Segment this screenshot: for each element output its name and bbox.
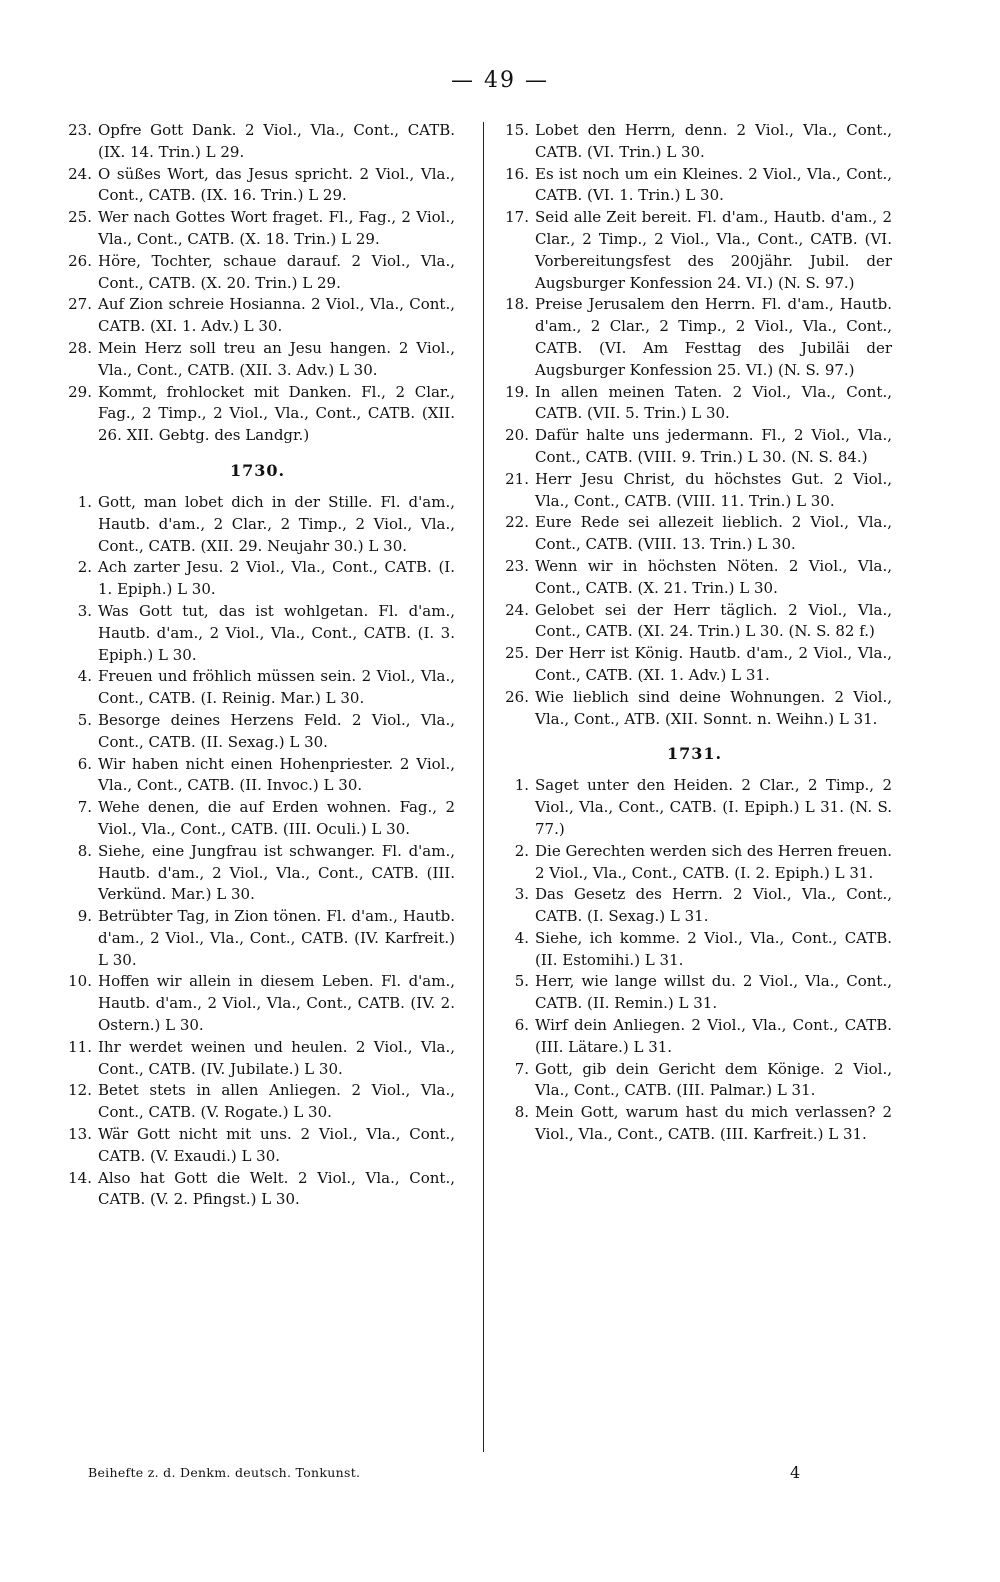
entry-number: 12.: [68, 1081, 92, 1100]
entry-number: 27.: [68, 295, 92, 314]
entry-number: 25.: [505, 644, 529, 663]
entry-number: 24.: [505, 600, 529, 619]
column-divider: [483, 122, 484, 1452]
entry-number: 3.: [77, 601, 92, 620]
entry-number: 14.: [68, 1168, 92, 1187]
entry-number: 17.: [505, 208, 529, 227]
entry-text: Betrübter Tag, in Zion tönen. Fl. d'am., Hautb. d'am., 2 Viol., Vla., Cont., CATB. (IV. Karfreit.) L 30.: [98, 907, 455, 969]
entry-number: 28.: [68, 338, 92, 357]
year-heading: 1730.: [229, 460, 286, 480]
catalog-entry: [60, 164, 455, 208]
entry-text: Höre, Tochter, schaue darauf. 2 Viol., Vla., Cont., CATB. (X. 20. Trin.) L 29.: [98, 251, 455, 292]
entry-number: 3.: [514, 885, 529, 904]
catalog-entry: [60, 710, 455, 754]
entry-list: [497, 120, 892, 730]
catalog-entry: [60, 294, 455, 338]
catalog-entry: [497, 841, 892, 885]
entry-text: Lobet den Herrn, denn. 2 Viol., Vla., Cont., CATB. (VI. Trin.) L 30.: [535, 121, 892, 161]
entry-text: Gott, gib dein Gericht dem Könige. 2 Viol., Vla., Cont., CATB. (III. Palmar.) L 31.: [535, 1059, 892, 1100]
entry-text: Betet stets in allen Anliegen. 2 Viol., Vla., Cont., CATB. (V. Rogate.) L 30.: [98, 1081, 455, 1122]
entry-text: In allen meinen Taten. 2 Viol., Vla., Cont., CATB. (VII. 5. Trin.) L 30.: [535, 382, 892, 423]
entry-number: 5.: [77, 710, 92, 729]
footer-signature-mark: 4: [790, 1463, 801, 1482]
page-number: — 49 —: [451, 68, 549, 93]
catalog-entry: [497, 382, 892, 426]
entry-number: 19.: [505, 382, 529, 401]
entry-number: 7.: [514, 1059, 529, 1078]
entry-text: Ihr werdet weinen und heulen. 2 Viol., Vla., Cont., CATB. (IV. Jubilate.) L 30.: [98, 1037, 455, 1078]
entry-text: Wie lieblich sind deine Wohnungen. 2 Viol., Vla., Cont., ATB. (XII. Sonnt. n. Weihn.) L 31.: [535, 687, 892, 728]
catalog-entry: [60, 1080, 455, 1124]
entry-number: 13.: [68, 1125, 92, 1144]
entry-number: 11.: [68, 1037, 92, 1056]
catalog-entry: [60, 207, 455, 251]
catalog-entry: [497, 775, 892, 840]
catalog-entry: [60, 120, 455, 164]
entry-number: 16.: [505, 164, 529, 183]
catalog-entry: [60, 841, 455, 906]
entry-text: Auf Zion schreie Hosianna. 2 Viol., Vla., Cont., CATB. (XI. 1. Adv.) L 30.: [98, 295, 455, 336]
entry-list: [60, 120, 455, 447]
entry-number: 21.: [505, 469, 529, 488]
entry-text: Wer nach Gottes Wort fraget. Fl., Fag., 2 Viol., Vla., Cont., CATB. (X. 18. Trin.) L 29.: [98, 208, 455, 248]
catalog-entry: [497, 1059, 892, 1103]
catalog-entry: [497, 556, 892, 600]
entry-text: Herr, wie lange willst du. 2 Viol., Vla., Cont., CATB. (II. Remin.) L 31.: [535, 972, 892, 1013]
entry-text: Wenn wir in höchsten Nöten. 2 Viol., Vla., Cont., CATB. (X. 21. Trin.) L 30.: [535, 556, 892, 597]
catalog-entry: [60, 338, 455, 382]
catalog-entry: [497, 971, 892, 1015]
catalog-entry: [497, 207, 892, 294]
catalog-entry: [497, 294, 892, 381]
entry-list: [60, 492, 455, 1211]
entry-number: 29.: [68, 382, 92, 401]
catalog-entry: [497, 164, 892, 208]
entry-number: 2.: [514, 841, 529, 860]
catalog-entry: [60, 666, 455, 710]
catalog-entry: [60, 1168, 455, 1212]
footer-source: Beihefte z. d. Denkm. deutsch. Tonkunst.: [88, 1465, 361, 1480]
catalog-entry: [60, 754, 455, 798]
entry-text: Der Herr ist König. Hautb. d'am., 2 Viol., Vla., Cont., CATB. (XI. 1. Adv.) L 31.: [535, 644, 892, 684]
entry-text: Gelobet sei der Herr täglich. 2 Viol., Vla., Cont., CATB. (XI. 24. Trin.) L 30. (N. S. 82 f.): [535, 600, 892, 641]
entry-text: Es ist noch um ein Kleines. 2 Viol., Vla., Cont., CATB. (VI. 1. Trin.) L 30.: [535, 164, 892, 205]
catalog-entry: [60, 971, 455, 1036]
entry-text: Wehe denen, die auf Erden wohnen. Fag., 2 Viol., Vla., Cont., CATB. (III. Oculi.) L 30.: [98, 798, 455, 838]
entry-text: Preise Jerusalem den Herrn. Fl. d'am., Hautb. d'am., 2 Clar., 2 Timp., 2 Viol., Vla., Cont., CATB. (VI. Am Festtag des Jubiläi der Augsburger Konfession 25. VI.) (N. S. 97.): [535, 295, 892, 379]
entry-text: Saget unter den Heiden. 2 Clar., 2 Timp., 2 Viol., Vla., Cont., CATB. (I. Epiph.) L 31. (N. S. 77.): [535, 776, 892, 838]
entry-text: Also hat Gott die Welt. 2 Viol., Vla., Cont., CATB. (V. 2. Pfingst.) L 30.: [98, 1168, 455, 1209]
entry-text: Eure Rede sei allezeit lieblich. 2 Viol., Vla., Cont., CATB. (VIII. 13. Trin.) L 30.: [535, 513, 892, 554]
entry-text: Was Gott tut, das ist wohlgetan. Fl. d'am., Hautb. d'am., 2 Viol., Vla., Cont., CATB. (I. 3. Epiph.) L 30.: [98, 601, 455, 664]
entry-text: Kommt, frohlocket mit Danken. Fl., 2 Clar., Fag., 2 Timp., 2 Viol., Vla., Cont., CATB. (XII. 26. XII. Gebtg. des Landgr.): [98, 382, 455, 445]
entry-number: 5.: [514, 972, 529, 991]
catalog-entry: [60, 1124, 455, 1168]
entry-number: 1.: [77, 492, 92, 511]
entry-text: Siehe, eine Jungfrau ist schwanger. Fl. d'am., Hautb. d'am., 2 Viol., Vla., Cont., CATB. (III. Verkünd. Mar.) L 30.: [98, 841, 455, 904]
entry-text: Das Gesetz des Herrn. 2 Viol., Vla., Cont., CATB. (I. Sexag.) L 31.: [535, 885, 892, 926]
catalog-entry: [497, 120, 892, 164]
entry-number: 26.: [505, 687, 529, 706]
entry-text: Siehe, ich komme. 2 Viol., Vla., Cont., CATB. (II. Estomihi.) L 31.: [535, 928, 892, 969]
entry-number: 8.: [77, 841, 92, 860]
catalog-entry: [497, 425, 892, 469]
catalog-entry: [60, 382, 455, 447]
entry-text: Die Gerechten werden sich des Herren freuen. 2 Viol., Vla., Cont., CATB. (I. 2. Epiph.) L 31.: [535, 841, 893, 882]
catalog-entry: [60, 1037, 455, 1081]
catalog-entry: [497, 1015, 892, 1059]
right-column: [497, 120, 892, 1146]
entry-number: 15.: [505, 121, 529, 139]
catalog-entry: [60, 492, 455, 557]
entry-number: 23.: [505, 556, 529, 575]
catalog-entry: [60, 797, 455, 841]
entry-number: 4.: [514, 928, 529, 947]
entry-number: 6.: [514, 1016, 529, 1035]
entry-number: 2.: [77, 558, 92, 577]
entry-text: Wär Gott nicht mit uns. 2 Viol., Vla., Cont., CATB. (V. Exaudi.) L 30.: [98, 1125, 455, 1165]
catalog-entry: [497, 512, 892, 556]
catalog-entry: [60, 601, 455, 666]
entry-number: 25.: [68, 208, 92, 227]
entry-text: Freuen und fröhlich müssen sein. 2 Viol., Vla., Cont., CATB. (I. Reinig. Mar.) L 30.: [98, 667, 455, 708]
catalog-entry: [497, 643, 892, 687]
entry-list: [497, 775, 892, 1146]
entry-text: Opfre Gott Dank. 2 Viol., Vla., Cont., CATB. (IX. 14. Trin.) L 29.: [98, 121, 455, 161]
entry-text: Wir haben nicht einen Hohenpriester. 2 Viol., Vla., Cont., CATB. (II. Invoc.) L 30.: [98, 754, 455, 795]
entry-text: Besorge deines Herzens Feld. 2 Viol., Vla., Cont., CATB. (II. Sexag.) L 30.: [98, 710, 455, 751]
catalog-entry: [497, 600, 892, 644]
catalog-entry: [60, 557, 455, 601]
entry-text: Ach zarter Jesu. 2 Viol., Vla., Cont., CATB. (I. 1. Epiph.) L 30.: [98, 558, 455, 599]
entry-text: Wirf dein Anliegen. 2 Viol., Vla., Cont., CATB. (III. Lätare.) L 31.: [535, 1016, 892, 1056]
entry-number: 23.: [68, 121, 92, 139]
entry-number: 20.: [505, 426, 529, 445]
entry-text: Herr Jesu Christ, du höchstes Gut. 2 Viol., Vla., Cont., CATB. (VIII. 11. Trin.) L 30.: [535, 469, 892, 510]
entry-number: 4.: [77, 667, 92, 686]
catalog-entry: [60, 906, 455, 971]
entry-text: Mein Herz soll treu an Jesu hangen. 2 Viol., Vla., Cont., CATB. (XII. 3. Adv.) L 30.: [98, 338, 455, 379]
entry-number: 26.: [68, 251, 92, 270]
entry-text: Hoffen wir allein in diesem Leben. Fl. d'am., Hautb. d'am., 2 Viol., Vla., Cont., CATB. (IV. 2. Ostern.) L 30.: [98, 972, 455, 1035]
left-column: [60, 120, 455, 1211]
entry-number: 7.: [77, 798, 92, 817]
entry-number: 10.: [68, 972, 92, 991]
catalog-entry: [497, 1102, 892, 1146]
entry-text: O süßes Wort, das Jesus spricht. 2 Viol., Vla., Cont., CATB. (IX. 16. Trin.) L 29.: [98, 164, 455, 205]
entry-text: Gott, man lobet dich in der Stille. Fl. d'am., Hautb. d'am., 2 Clar., 2 Timp., 2 Viol., Vla., Cont., CATB. (XII. 29. Neujahr 30.) L 30.: [98, 492, 455, 555]
entry-number: 9.: [77, 907, 92, 926]
catalog-entry: [497, 469, 892, 513]
entry-text: Mein Gott, warum hast du mich verlassen? 2 Viol., Vla., Cont., CATB. (III. Karfreit.) L 31.: [535, 1103, 892, 1144]
catalog-entry: [497, 687, 892, 731]
entry-text: Dafür halte uns jedermann. Fl., 2 Viol., Vla., Cont., CATB. (VIII. 9. Trin.) L 30. (N. S. 84.): [535, 426, 892, 466]
catalog-entry: [497, 928, 892, 972]
entry-text: Seid alle Zeit bereit. Fl. d'am., Hautb. d'am., 2 Clar., 2 Timp., 2 Viol., Vla., Cont., CATB. (VI. Vorbereitungsfest des 200jähr. Jubil. der Augsburger Konfession 24. VI.) (N. S. 97.): [535, 208, 892, 292]
entry-number: 6.: [77, 754, 92, 773]
catalog-entry: [497, 884, 892, 928]
entry-number: 24.: [68, 164, 92, 183]
entry-number: 18.: [505, 295, 529, 314]
entry-number: 22.: [505, 513, 529, 532]
entry-number: 1.: [514, 776, 529, 795]
entry-number: 8.: [514, 1103, 529, 1122]
catalog-entry: [60, 251, 455, 295]
year-heading: 1731.: [666, 744, 723, 764]
